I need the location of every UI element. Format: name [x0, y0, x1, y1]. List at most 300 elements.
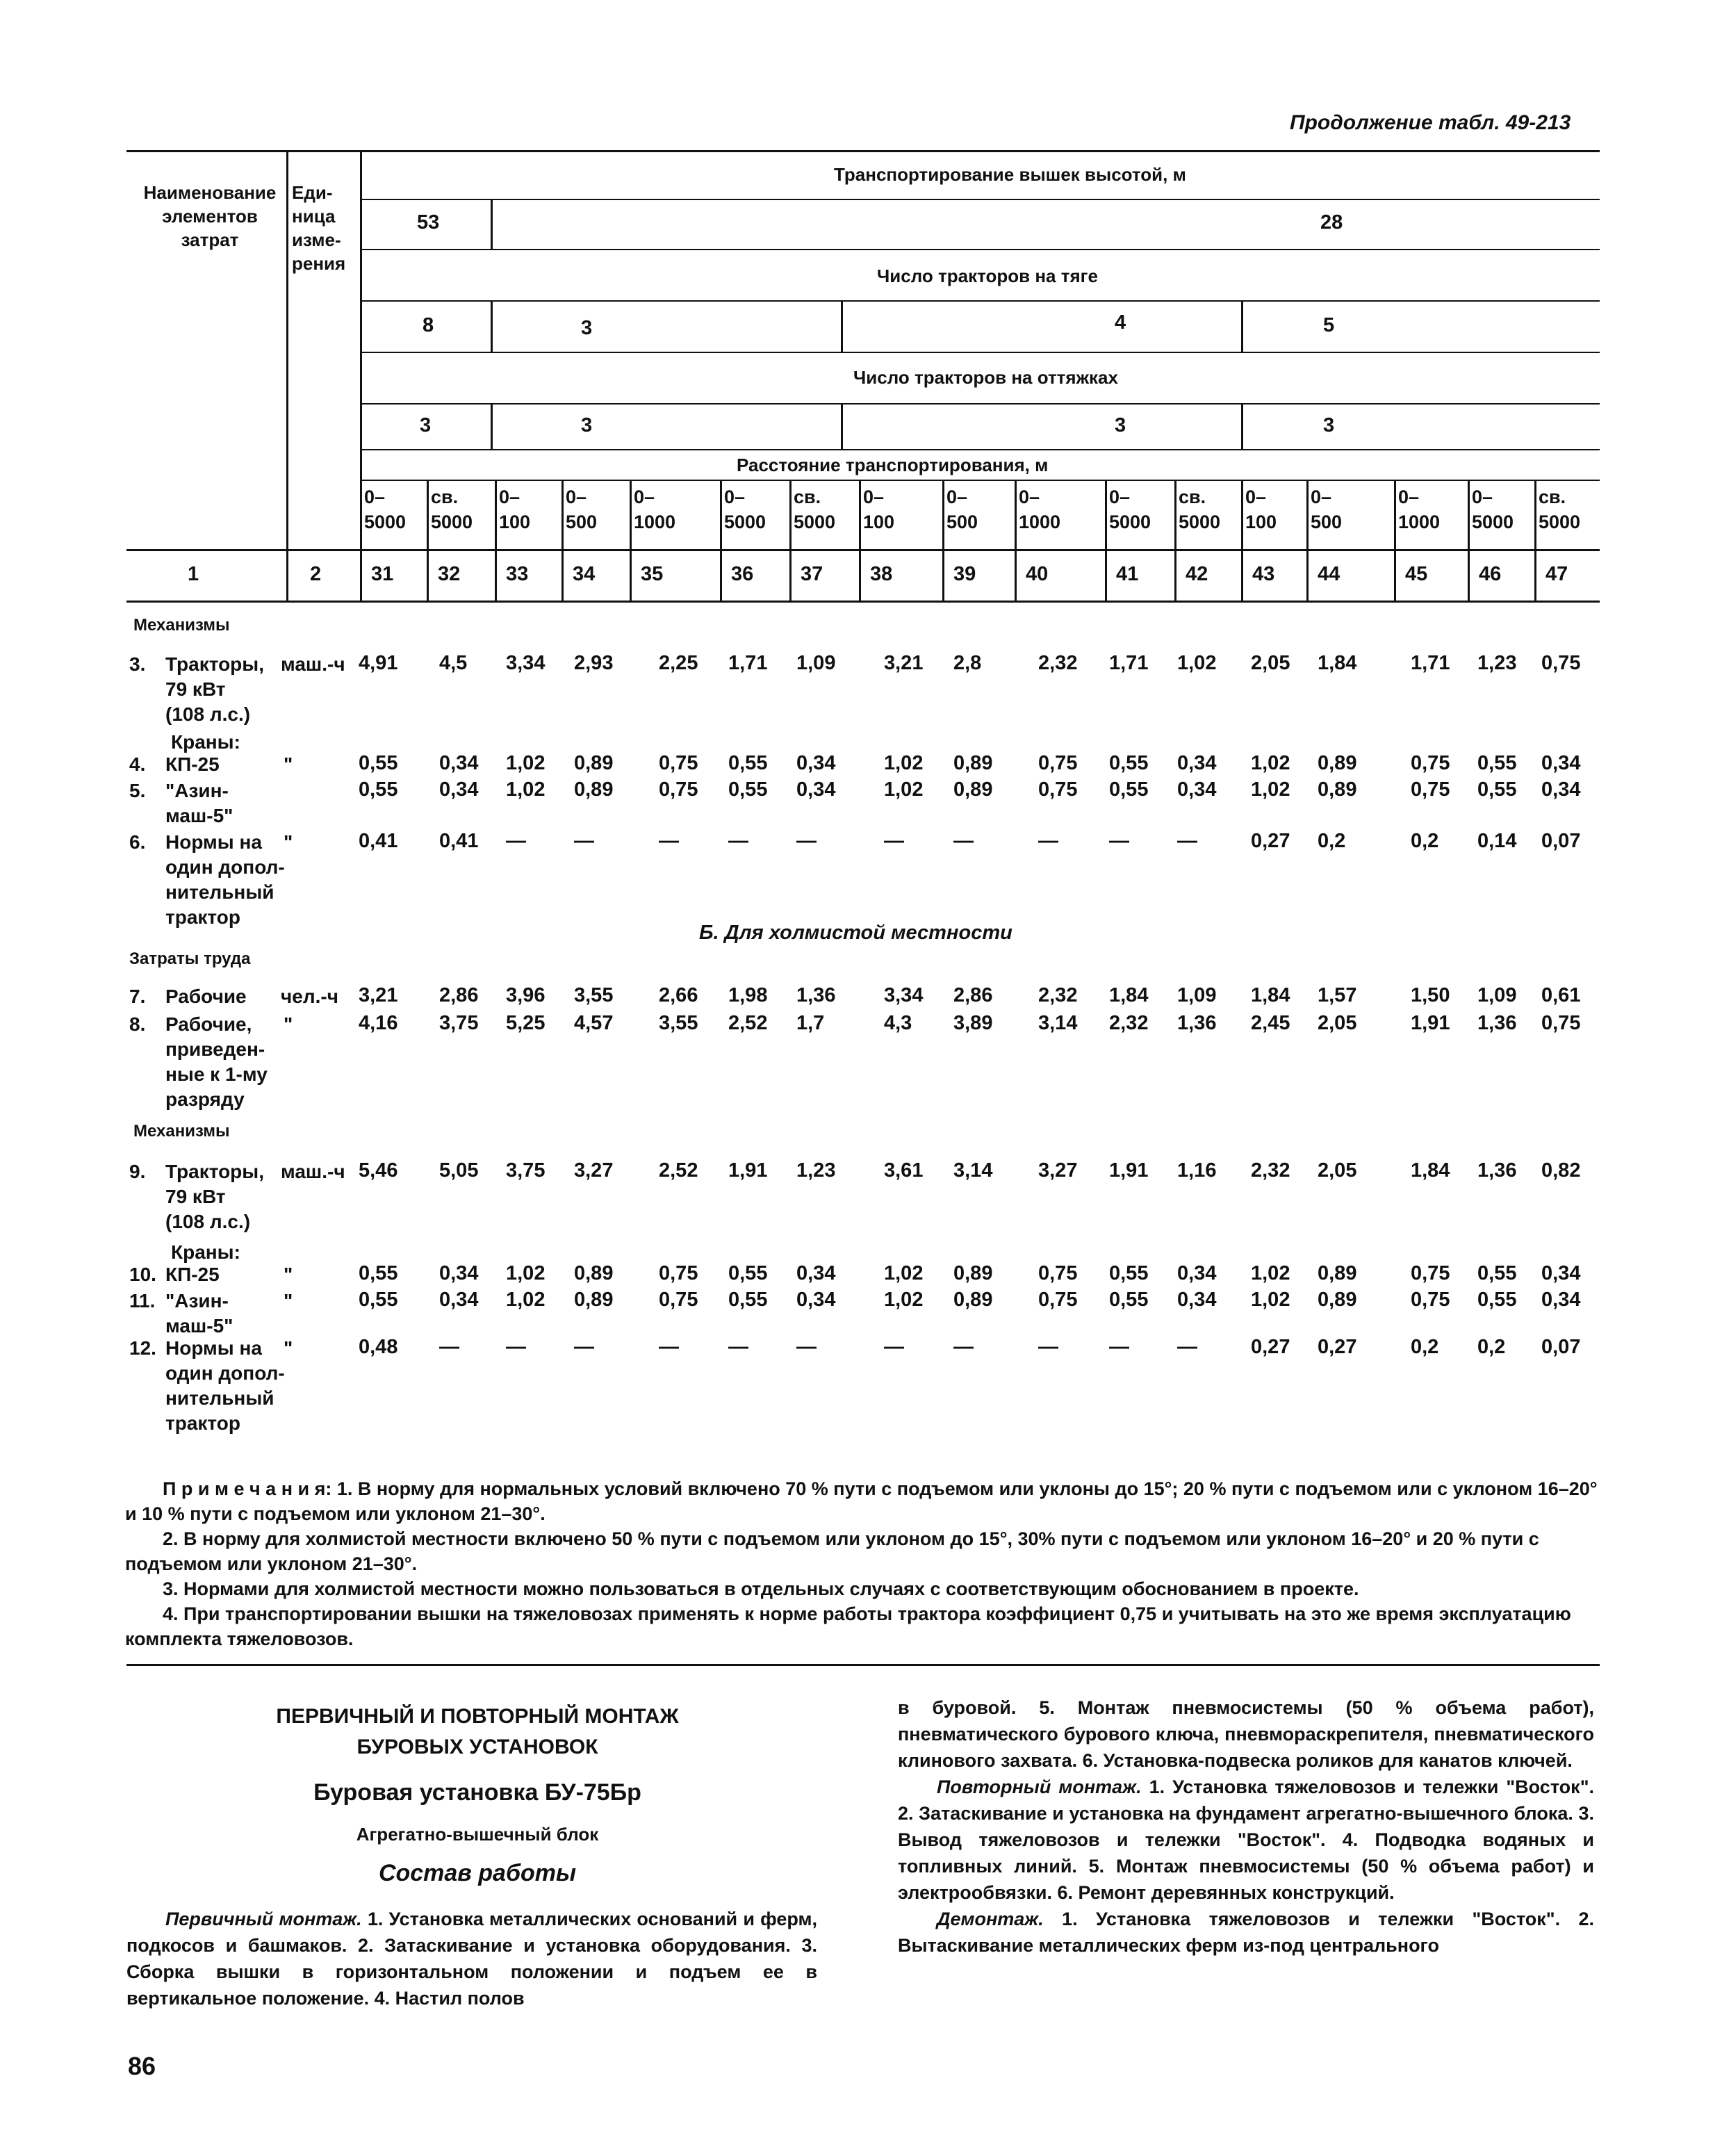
- cell-value: 1,50: [1411, 984, 1450, 1006]
- col-divider: [1174, 480, 1176, 601]
- distance-to: 5000: [794, 512, 836, 532]
- col-divider: [789, 480, 792, 601]
- column-number: 36: [731, 563, 754, 585]
- column-number: 34: [573, 563, 596, 585]
- row-number: 3.: [129, 653, 146, 675]
- row-number: 4.: [129, 753, 146, 775]
- rule: [361, 249, 1600, 250]
- cell-value: —: [1109, 830, 1129, 852]
- cell-value: 0,75: [659, 778, 698, 801]
- cell-value: 0,75: [1411, 1262, 1450, 1284]
- cell-value: 3,89: [953, 1012, 993, 1034]
- column-number: 2: [310, 563, 322, 585]
- cell-value: 0,75: [1411, 752, 1450, 774]
- distance-to: 1000: [1019, 512, 1061, 532]
- cell-value: —: [659, 1336, 679, 1358]
- cell-value: 0,55: [1477, 1289, 1517, 1311]
- cell-value: 0,27: [1251, 1336, 1290, 1358]
- cell-value: 0,34: [1177, 1289, 1217, 1311]
- row-name: Нормы на: [165, 831, 262, 853]
- cell-value: 1,91: [728, 1159, 768, 1182]
- cell-value: 1,02: [506, 1262, 546, 1284]
- cell-value: 0,55: [1477, 778, 1517, 801]
- cell-value: 2,32: [1251, 1159, 1290, 1182]
- cell-value: 2,93: [574, 652, 614, 674]
- row-unit: ": [284, 831, 293, 853]
- cell-value: 1,16: [1177, 1159, 1217, 1182]
- cell-value: 2,25: [659, 652, 698, 674]
- column-number: 1: [188, 563, 199, 585]
- cell-value: 0,34: [1177, 752, 1217, 774]
- row-number: 6.: [129, 831, 146, 853]
- row-unit: ": [284, 753, 293, 775]
- cell-value: 0,34: [1541, 1289, 1581, 1311]
- row-unit: маш.-ч: [281, 653, 345, 675]
- cell-value: 0,89: [574, 752, 614, 774]
- rule: [126, 549, 1600, 551]
- col2-header: Еди- ница изме- рения: [292, 182, 346, 274]
- cell-value: 1,09: [1177, 984, 1217, 1006]
- cell-value: 0,55: [1477, 752, 1517, 774]
- cell-value: 3,55: [574, 984, 614, 1006]
- cell-value: 2,52: [659, 1159, 698, 1182]
- cell-value: —: [506, 830, 526, 852]
- tractors-guy-value: 3: [581, 414, 593, 436]
- cell-value: 5,05: [439, 1159, 479, 1182]
- cell-value: 1,09: [1477, 984, 1517, 1006]
- column-number: 33: [506, 563, 529, 585]
- cell-value: 0,34: [439, 1289, 479, 1311]
- cell-value: 0,34: [796, 752, 836, 774]
- column-number: 42: [1186, 563, 1208, 585]
- col-divider: [360, 150, 362, 601]
- right-paragraph-2: Повторный монтаж. 1. Установка тяжеловозов и тележки "Восток". 2. Затаскивание и установка на фундамент агрегатно-вышечного блока. 3. Вывод тяжеловозов и тележки "Восток". 4. Подводка водяных и топливных линий. 5. Монтаж пневмосистемы (50 % объема работ) и электрообвязки. 6. Ремонт деревянных конструкций.: [898, 1777, 1594, 1903]
- distance-to: 500: [946, 512, 978, 532]
- cell-value: 0,55: [728, 778, 768, 801]
- row-name: маш-5": [165, 805, 233, 826]
- rule: [361, 352, 1600, 353]
- cell-value: 0,75: [1541, 1012, 1581, 1034]
- cell-value: 1,84: [1251, 984, 1290, 1006]
- distance-from: 0–: [724, 487, 746, 507]
- row-number: 5.: [129, 780, 146, 801]
- cell-value: 1,02: [1251, 752, 1290, 774]
- rule: [361, 480, 1600, 481]
- cell-value: —: [574, 830, 594, 852]
- col-divider: [841, 403, 843, 449]
- cell-value: —: [439, 1336, 459, 1358]
- note-1: : 1. В норму для нормальных условий включено 70 % пути с подъемом или уклоны до 15°; 20 % пути с подъемом или с уклоном 16–20° и 10 % пути с подъемом или уклоном 21–30°.: [125, 1478, 1598, 1524]
- cell-value: —: [1109, 1336, 1129, 1358]
- cell-value: 0,89: [953, 1262, 993, 1284]
- distance-to: 100: [1245, 512, 1277, 532]
- col-divider: [495, 480, 497, 601]
- row-name: Краны:: [171, 1241, 240, 1263]
- col-divider: [1105, 480, 1107, 601]
- cell-value: 0,34: [439, 1262, 479, 1284]
- cell-value: 1,36: [796, 984, 836, 1006]
- notes: [125, 1476, 1605, 1651]
- cell-value: 1,23: [1477, 652, 1517, 674]
- cell-value: 4,57: [574, 1012, 614, 1034]
- row-number: 12.: [129, 1337, 156, 1359]
- cell-value: 1,84: [1318, 652, 1357, 674]
- section-mechanisms: Механизмы: [133, 616, 230, 635]
- composition-title: Состав работы: [378, 1860, 577, 1886]
- cell-value: 1,71: [728, 652, 768, 674]
- column-number: 45: [1405, 563, 1428, 585]
- row-name: маш-5": [165, 1315, 233, 1337]
- tractors-pull-value: 5: [1323, 314, 1335, 336]
- cell-value: 0,14: [1477, 830, 1517, 852]
- cell-value: 0,55: [1109, 778, 1149, 801]
- cell-value: 0,75: [1541, 652, 1581, 674]
- left-text: Первичный монтаж. 1. Установка металлических оснований и ферм, подкосов и башмаков. 2. Затаскивание и установка оборудования. 3. Сборка вышки в горизонтальном положении и подъем ее в вертикальное положение. 4. Настил полов: [126, 1909, 817, 2009]
- distance-from: 0–: [634, 487, 655, 507]
- distance-from: 0–: [1109, 487, 1131, 507]
- page-number: 86: [128, 2052, 156, 2080]
- col-divider: [1015, 480, 1017, 601]
- cell-value: 0,61: [1541, 984, 1581, 1006]
- notes-bottom-rule: [126, 1664, 1600, 1666]
- cell-value: 0,89: [953, 778, 993, 801]
- cell-value: 2,86: [953, 984, 993, 1006]
- transport-header: Транспортирование вышек высотой, м: [834, 164, 1186, 185]
- cell-value: 0,34: [439, 752, 479, 774]
- cell-value: 3,14: [1038, 1012, 1078, 1034]
- cell-value: 0,48: [359, 1336, 398, 1358]
- distance-from: 0–: [566, 487, 587, 507]
- distance-to: 5000: [1539, 512, 1581, 532]
- cell-value: 0,75: [1038, 752, 1078, 774]
- cell-value: 1,71: [1109, 652, 1149, 674]
- rule: [126, 601, 1600, 603]
- cell-value: 0,82: [1541, 1159, 1581, 1182]
- cell-value: 1,36: [1177, 1012, 1217, 1034]
- cell-value: 0,34: [796, 778, 836, 801]
- cell-value: 2,32: [1109, 1012, 1149, 1034]
- distance-from: св.: [1539, 487, 1566, 507]
- rule: [361, 300, 1600, 302]
- row-unit: маш.-ч: [281, 1161, 345, 1182]
- col-divider: [1241, 403, 1243, 449]
- distance-from: св.: [1179, 487, 1206, 507]
- cell-value: —: [953, 1336, 974, 1358]
- cell-value: 1,02: [506, 752, 546, 774]
- row-name: (108 л.с.): [165, 1211, 251, 1232]
- distance-to: 1000: [634, 512, 676, 532]
- distance-to: 5000: [364, 512, 407, 532]
- cell-value: 1,02: [884, 1289, 924, 1311]
- row-name: нительный: [165, 881, 274, 903]
- cell-value: 2,66: [659, 984, 698, 1006]
- tractors-pull-value: 4: [1115, 311, 1126, 334]
- cell-value: 1,91: [1109, 1159, 1149, 1182]
- cell-value: 1,02: [884, 1262, 924, 1284]
- distance-from: 0–: [1311, 487, 1332, 507]
- cell-value: 5,25: [506, 1012, 546, 1034]
- cell-value: 1,02: [884, 778, 924, 801]
- distance-from: 0–: [364, 487, 386, 507]
- column-number: 39: [953, 563, 976, 585]
- cell-value: 0,75: [659, 1289, 698, 1311]
- row-number: 8.: [129, 1013, 146, 1035]
- row-name: 79 кВт: [165, 1186, 226, 1207]
- cell-value: 2,45: [1251, 1012, 1290, 1034]
- row-name: Тракторы,: [165, 1161, 264, 1182]
- cell-value: 0,34: [1541, 778, 1581, 801]
- row-name: Рабочие: [165, 986, 247, 1007]
- tractors-pull-header: Число тракторов на тяге: [877, 266, 1098, 286]
- cell-value: —: [728, 1336, 748, 1358]
- cell-value: 0,55: [359, 752, 398, 774]
- cell-value: 0,55: [728, 1289, 768, 1311]
- row-name: трактор: [165, 1412, 240, 1434]
- column-number: 40: [1026, 563, 1049, 585]
- distance-from: 0–: [1472, 487, 1493, 507]
- col-divider: [630, 480, 632, 601]
- cell-value: 0,89: [1318, 778, 1357, 801]
- col-divider: [561, 480, 564, 601]
- cell-value: 1,71: [1411, 652, 1450, 674]
- row-name: Нормы на: [165, 1337, 262, 1359]
- distance-from: 0–: [1019, 487, 1040, 507]
- cell-value: 2,32: [1038, 652, 1078, 674]
- distance-to: 1000: [1398, 512, 1441, 532]
- cell-value: 2,32: [1038, 984, 1078, 1006]
- row-unit: ": [284, 1013, 293, 1035]
- cell-value: 0,34: [796, 1262, 836, 1284]
- cell-value: 0,55: [1477, 1262, 1517, 1284]
- continuation-label: Продолжение табл. 49-213: [1290, 111, 1571, 134]
- distance-from: св.: [794, 487, 821, 507]
- row-number: 10.: [129, 1264, 156, 1285]
- cell-value: 1,02: [1251, 1262, 1290, 1284]
- cell-value: —: [1177, 830, 1197, 852]
- cell-value: —: [884, 1336, 904, 1358]
- cell-value: 0,89: [953, 1289, 993, 1311]
- notes-label: П р и м е ч а н и я: [163, 1478, 326, 1499]
- row-name: Тракторы,: [165, 653, 264, 675]
- distance-header: Расстояние транспортирования, м: [737, 455, 1049, 475]
- cell-value: 0,55: [359, 1289, 398, 1311]
- cell-value: 1,23: [796, 1159, 836, 1182]
- cell-value: —: [796, 1336, 817, 1358]
- cell-value: 1,02: [1251, 778, 1290, 801]
- note-4: 4. При транспортировании вышки на тяжеловозах применять к норме работы трактора коэффициент 0,75 и учитывать на это же время эксплуатацию комплекта тяжеловозов.: [125, 1603, 1571, 1649]
- cell-value: 0,75: [1411, 778, 1450, 801]
- distance-to: 5000: [431, 512, 473, 532]
- distance-to: 5000: [1472, 512, 1514, 532]
- cell-value: 4,91: [359, 652, 398, 674]
- row-name: Краны:: [171, 731, 240, 753]
- col-divider: [1241, 480, 1243, 601]
- row-number: 11.: [129, 1290, 156, 1312]
- cell-value: 1,91: [1411, 1012, 1450, 1034]
- cell-value: 3,27: [574, 1159, 614, 1182]
- distance-to: 100: [863, 512, 895, 532]
- cell-value: 1,02: [884, 752, 924, 774]
- distance-from: 0–: [499, 487, 520, 507]
- col-divider: [1241, 300, 1243, 352]
- cell-value: 0,55: [728, 752, 768, 774]
- col-divider: [1306, 480, 1309, 601]
- col-divider: [286, 150, 288, 601]
- cell-value: 1,36: [1477, 1012, 1517, 1034]
- cell-value: 3,34: [884, 984, 924, 1006]
- column-number: 43: [1252, 563, 1275, 585]
- cell-value: 0,2: [1411, 1336, 1439, 1358]
- cell-value: —: [1038, 830, 1058, 852]
- cell-value: 0,55: [1109, 1262, 1149, 1284]
- rule: [361, 403, 1600, 405]
- column-number: 46: [1479, 563, 1502, 585]
- row-unit: ": [284, 1264, 293, 1285]
- section-title: ПЕРВИЧНЫЙ И ПОВТОРНЫЙ МОНТАЖ БУРОВЫХ УСТАНОВОК: [276, 1705, 679, 1758]
- cell-value: 3,14: [953, 1159, 993, 1182]
- cell-value: 0,34: [796, 1289, 836, 1311]
- tractors-guy-value: 3: [1323, 414, 1335, 436]
- row-name: Рабочие,: [165, 1013, 252, 1035]
- distance-from: 0–: [1398, 487, 1420, 507]
- cell-value: 1,98: [728, 984, 768, 1006]
- tractors-guy-value: 3: [420, 414, 432, 436]
- row-name: "Азин-: [165, 780, 229, 801]
- cell-value: 0,55: [1109, 752, 1149, 774]
- column-number: 44: [1318, 563, 1340, 585]
- cell-value: 2,05: [1318, 1012, 1357, 1034]
- row-name: один допол-: [165, 1362, 285, 1384]
- cell-value: 0,2: [1477, 1336, 1506, 1358]
- cell-value: 0,75: [1411, 1289, 1450, 1311]
- cell-value: 3,27: [1038, 1159, 1078, 1182]
- height-28: 28: [1320, 211, 1343, 234]
- cell-value: 0,75: [659, 1262, 698, 1284]
- cell-value: 3,96: [506, 984, 546, 1006]
- column-number: 35: [641, 563, 664, 585]
- rule: [361, 449, 1600, 450]
- cell-value: 0,55: [359, 1262, 398, 1284]
- distance-to: 5000: [1109, 512, 1151, 532]
- section-labor: Затраты труда: [129, 949, 251, 968]
- distance-from: 0–: [1245, 487, 1267, 507]
- cell-value: 0,27: [1251, 830, 1290, 852]
- cell-value: 1,02: [506, 778, 546, 801]
- col-divider: [491, 403, 493, 449]
- cell-value: 2,05: [1318, 1159, 1357, 1182]
- cell-value: —: [1038, 1336, 1058, 1358]
- distance-from: 0–: [946, 487, 968, 507]
- row-name: 79 кВт: [165, 678, 226, 700]
- cell-value: 0,89: [1318, 1262, 1357, 1284]
- row-name: разряду: [165, 1088, 245, 1110]
- right-paragraph-1: в буровой. 5. Монтаж пневмосистемы (50 % объема работ), пневматического бурового ключа, пневмораскрепителя, пневматического клинового захвата. 6. Установка-подвеска роликов для канатов ключей.: [898, 1697, 1594, 1771]
- cell-value: 1,09: [796, 652, 836, 674]
- column-number: 47: [1545, 563, 1568, 585]
- cell-value: 0,2: [1411, 830, 1439, 852]
- row-name: "Азин-: [165, 1290, 229, 1312]
- cell-value: 2,52: [728, 1012, 768, 1034]
- table-top-rule: [126, 150, 1600, 152]
- cell-value: —: [506, 1336, 526, 1358]
- cell-value: 0,34: [1177, 778, 1217, 801]
- column-number: 31: [371, 563, 394, 585]
- cell-value: 0,75: [659, 752, 698, 774]
- cell-value: —: [884, 830, 904, 852]
- tractors-guy-header: Число тракторов на оттяжках: [853, 367, 1118, 388]
- cell-value: 0,55: [359, 778, 398, 801]
- row-name: КП-25: [165, 1264, 220, 1285]
- cell-value: 2,05: [1251, 652, 1290, 674]
- col-divider: [942, 480, 944, 601]
- cell-value: 0,34: [1541, 1262, 1581, 1284]
- cell-value: 1,84: [1411, 1159, 1450, 1182]
- cell-value: 0,41: [359, 830, 398, 852]
- section-mechanisms-2: Механизмы: [133, 1122, 230, 1141]
- section-hilly: Б. Для холмистой местности: [699, 922, 1012, 944]
- tractors-pull-value: 8: [423, 314, 434, 336]
- col-divider: [491, 300, 493, 352]
- cell-value: 0,34: [439, 778, 479, 801]
- col-divider: [720, 480, 722, 601]
- cell-value: 4,3: [884, 1012, 912, 1034]
- distance-to: 500: [566, 512, 598, 532]
- cell-value: 4,16: [359, 1012, 398, 1034]
- column-number: 32: [438, 563, 461, 585]
- col1-header: Наименование элементов затрат: [143, 182, 277, 250]
- cell-value: 3,21: [359, 984, 398, 1006]
- row-unit: ": [284, 1337, 293, 1359]
- cell-value: 3,21: [884, 652, 924, 674]
- cell-value: 3,61: [884, 1159, 924, 1182]
- cell-value: —: [796, 830, 817, 852]
- cell-value: 1,02: [1251, 1289, 1290, 1311]
- cell-value: 3,75: [439, 1012, 479, 1034]
- note-2: 2. В норму для холмистой местности включено 50 % пути с подъемом или уклоном до 15°, 30% пути с подъемом или уклоном 16–20° и 20 % пути с подъемом или уклоном 21–30°.: [125, 1528, 1539, 1574]
- cell-value: 0,27: [1318, 1336, 1357, 1358]
- row-name: (108 л.с.): [165, 703, 251, 725]
- cell-value: 1,7: [796, 1012, 825, 1034]
- distance-to: 500: [1311, 512, 1343, 532]
- row-unit: чел.-ч: [281, 986, 338, 1007]
- cell-value: 0,41: [439, 830, 479, 852]
- col-divider: [1534, 480, 1536, 601]
- distance-from: 0–: [863, 487, 885, 507]
- cell-value: 0,89: [574, 778, 614, 801]
- cell-value: 2,86: [439, 984, 479, 1006]
- cell-value: 0,07: [1541, 830, 1581, 852]
- row-number: 9.: [129, 1161, 146, 1182]
- cell-value: 0,75: [1038, 778, 1078, 801]
- row-name: ные к 1-му: [165, 1063, 268, 1085]
- distance-to: 5000: [1179, 512, 1221, 532]
- col-divider: [1394, 480, 1396, 601]
- row-name: приведен-: [165, 1038, 265, 1060]
- row-unit: ": [284, 1290, 293, 1312]
- cell-value: —: [659, 830, 679, 852]
- cell-value: 3,34: [506, 652, 546, 674]
- row-number: 7.: [129, 986, 146, 1007]
- cell-value: 0,55: [728, 1262, 768, 1284]
- tractors-pull-value: 3: [581, 317, 593, 339]
- height-53: 53: [417, 211, 440, 234]
- cell-value: —: [953, 830, 974, 852]
- cell-value: 0,75: [1038, 1262, 1078, 1284]
- distance-to: 5000: [724, 512, 766, 532]
- cell-value: 3,75: [506, 1159, 546, 1182]
- cell-value: —: [728, 830, 748, 852]
- cell-value: 0,07: [1541, 1336, 1581, 1358]
